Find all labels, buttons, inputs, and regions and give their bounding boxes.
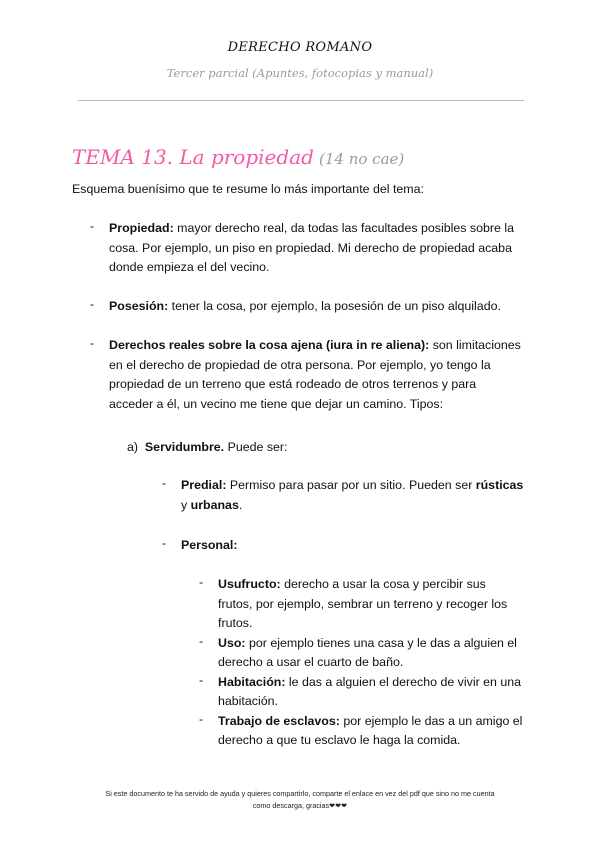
item-line: Trabajo de esclavos: por ejemplo le das a un amigo el — [218, 713, 523, 728]
item-line: donde empieza el del vecino. — [109, 260, 270, 274]
list-item — [90, 336, 528, 414]
bullet-dash: - — [162, 536, 167, 550]
item-term: Usufructo: — [218, 577, 281, 591]
footer-note — [70, 788, 530, 812]
topic-heading — [72, 145, 404, 169]
item-line: derecho a que tu esclavo le haga la comida. — [218, 733, 461, 747]
item-term: Uso: — [218, 635, 246, 650]
item-line: derecho a usar el cuarto de baño. — [218, 655, 404, 669]
list-item — [162, 476, 528, 515]
item-line: Posesión: tener la cosa, por ejemplo, la posesión de un piso alquilado. — [109, 299, 501, 313]
header-divider — [78, 100, 524, 101]
item-line: en el derecho de propiedad de otra persona. Por ejemplo, yo tengo la — [109, 357, 491, 372]
footer-line: Si este documento te ha servido de ayuda y quieres compartirlo, comparte el enlace en vez del pdf que sino no me cuenta — [105, 789, 495, 798]
item-term: Derechos reales sobre la cosa ajena (iura in re aliena): — [109, 338, 430, 352]
item-line: Habitación: le das a alguien el derecho de vivir en una — [218, 674, 522, 689]
list-item — [199, 673, 528, 712]
bullet-dash: - — [90, 297, 95, 311]
topic-note: (14 no cae) — [319, 150, 405, 168]
list-marker: a) — [127, 440, 139, 454]
item-term: Posesión: — [109, 299, 169, 313]
item-term: Propiedad: — [109, 221, 174, 235]
bullet-dash: - — [199, 575, 204, 589]
item-line: acceder a él, un vecino me tiene que dejar un camino. Tipos: — [109, 396, 444, 411]
bullet-dash: - — [162, 476, 167, 490]
intro-text: Esquema buenísimo que te resume lo más importante del tema: — [72, 182, 424, 196]
list-item — [162, 536, 528, 556]
item-line — [181, 536, 528, 556]
bullet-dash: - — [199, 633, 204, 648]
sub-list — [199, 575, 528, 751]
bullet-dash: - — [199, 672, 204, 687]
servidumbre-heading: a) Servidumbre. Puede ser: — [127, 440, 288, 454]
item-line: Predial: Permiso para pasar por un sitio. Pueden ser rústicas — [181, 478, 524, 492]
servidumbre-term: Servidumbre. — [144, 440, 225, 454]
document-title: DERECHO ROMANO — [227, 40, 373, 55]
list-item — [90, 219, 528, 278]
footer-line: como descarga, gracias❤❤❤ — [252, 801, 348, 810]
item-line: propiedad de un terreno que está rodeado de otros terrenos y para — [109, 377, 477, 391]
bullet-dash: - — [199, 711, 204, 726]
item-line: Uso: por ejemplo tienes una casa y le das a alguien el — [218, 635, 517, 650]
list-item — [199, 712, 528, 751]
item-line: y urbanas. — [181, 497, 243, 512]
item-term: Personal: — [181, 538, 238, 552]
bullet-dash: - — [90, 336, 95, 350]
document-subtitle: Tercer parcial (Apuntes, fotocopias y manual) — [166, 66, 434, 80]
item-line: frutos. — [218, 616, 253, 630]
bullet-dash: - — [90, 219, 95, 233]
item-term: Predial: — [181, 478, 227, 492]
item-term: Trabajo de esclavos: — [218, 713, 340, 728]
item-line: Propiedad: mayor derecho real, da todas las facultades posibles sobre la — [109, 221, 514, 235]
item-line: Derechos reales sobre la cosa ajena (iura in re aliena): son limitaciones — [109, 338, 521, 352]
list-item — [199, 575, 528, 634]
item-line: cosa. Por ejemplo, un piso en propiedad. Mi derecho de propiedad acaba — [109, 240, 512, 255]
item-line: frutos, por ejemplo, sembrar un terreno y recoger los — [218, 596, 508, 611]
list-item — [199, 634, 528, 673]
item-line: habitación. — [218, 694, 278, 708]
item-term: Habitación: — [218, 674, 286, 689]
topic-title: TEMA 13. La propiedad — [72, 145, 314, 169]
item-line: Usufructo: derecho a usar la cosa y percibir sus — [218, 577, 486, 591]
list-item — [90, 297, 528, 317]
